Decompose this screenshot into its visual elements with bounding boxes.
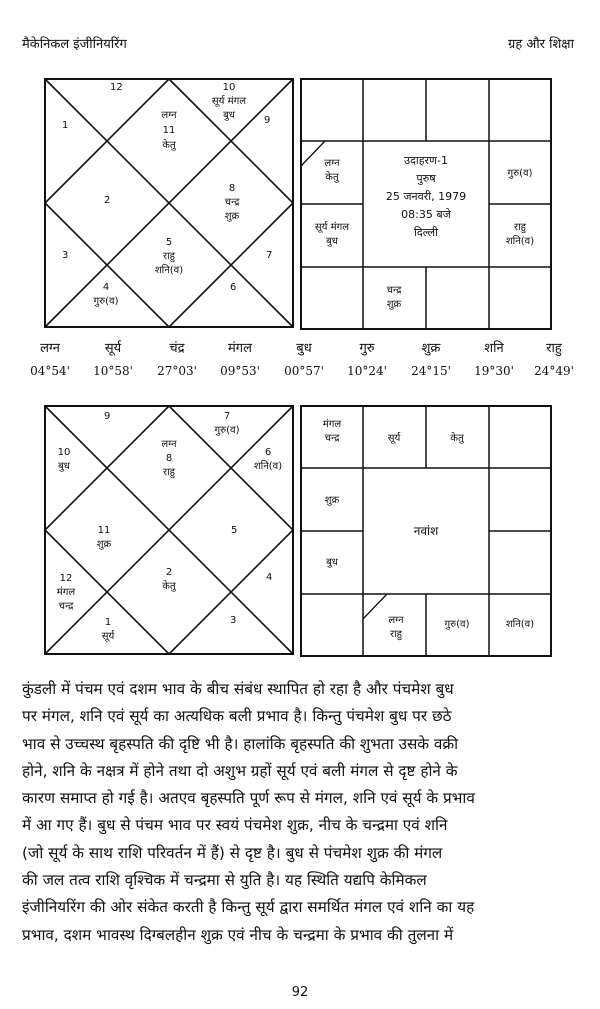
south-indian-birth-chart: [300, 78, 552, 330]
planet-label: शुक्र: [96, 539, 112, 550]
house-label: लग्न: [161, 110, 177, 121]
planet-col: [335, 338, 399, 378]
planet-degree: 24°15': [411, 364, 451, 378]
planet-name: शनि: [484, 341, 504, 356]
house-number: 9: [264, 115, 271, 126]
birth-place: दिल्ली: [414, 226, 438, 239]
lagna-cell: [388, 615, 404, 641]
planet-degree: 27°03': [157, 364, 197, 378]
planet-name: सूर्य: [104, 341, 122, 356]
planet-name: बुध: [296, 341, 312, 356]
chart-center-info: [386, 154, 466, 239]
house-5: [155, 237, 183, 276]
planet-label: सूर्य: [387, 433, 401, 444]
house-number: 12: [110, 82, 123, 93]
planet-name: चंद्र: [169, 341, 185, 356]
lagna-cell: [324, 158, 340, 183]
house-number: 7: [266, 250, 273, 261]
planet-label: शनि(व): [505, 619, 535, 630]
planet-degree: 24°49': [534, 364, 574, 378]
planet-label: शुक्र: [324, 495, 340, 506]
house-number: 2: [165, 567, 173, 578]
planet-label: गुरु(व): [444, 619, 470, 630]
house-10: [212, 82, 246, 121]
planet-label: शुक्र: [224, 211, 240, 222]
planet-degree: 09°53': [220, 364, 260, 378]
planet-label: सूर्य मंगल: [314, 222, 350, 233]
house-number: 11: [97, 525, 111, 536]
text-line: में आ गए हैं। बुध से पंचम भाव पर स्वयं पंचमेश शुक्र, नीच के चन्द्रमा एवं शनि: [22, 816, 448, 835]
planet-label: गुरु(व): [93, 296, 119, 307]
planet-name: मंगल: [228, 341, 252, 356]
body-paragraph: [22, 676, 578, 949]
planet-col: [208, 338, 272, 378]
text-line: पर मंगल, शनि एवं सूर्य का अत्यधिक बली प्रभाव है। किन्तु पंचमेश बुध पर छठे: [22, 707, 452, 726]
planet-label: शनि(व): [505, 236, 535, 247]
text-line: इंजीनियरिंग की ओर संकेत करती है किन्तु सूर्य द्वारा समर्थित मंगल एवं शनि का यह: [22, 898, 475, 917]
planet-label: बुध: [326, 557, 338, 568]
planet-name: गुरु: [359, 341, 375, 356]
birth-date: 25 जनवरी, 1979: [385, 190, 467, 203]
planet-label: राहु: [514, 222, 526, 233]
planet-name: लग्न: [40, 341, 60, 356]
planet-degree: 10°24': [347, 364, 387, 378]
house-label: लग्न: [161, 439, 177, 450]
planet-degree: 04°54': [30, 364, 70, 378]
house-number: 10: [222, 82, 236, 93]
planet-label: गुरु(व): [507, 168, 533, 179]
planet-label: चन्द्र: [58, 601, 74, 612]
planet-label: राहु: [163, 467, 175, 478]
house-number: 3: [62, 250, 69, 261]
house-number: 5: [165, 237, 173, 248]
house-number: 4: [266, 572, 273, 583]
planet-col: [81, 338, 145, 378]
planet-label: चन्द्र: [386, 285, 402, 296]
planet-label: मंगल: [56, 587, 76, 598]
planet-name: राहु: [546, 341, 562, 356]
house-number: 1: [104, 617, 112, 628]
planet-col: [272, 338, 336, 378]
house-number: 9: [104, 411, 111, 422]
birth-time: 08:35 बजे: [401, 208, 451, 221]
planet-label: बुध: [326, 236, 338, 247]
planet-label: राहु: [390, 629, 402, 640]
planet-label: बुध: [223, 110, 235, 121]
house-number: 1: [62, 120, 69, 131]
house-number: 11: [162, 125, 176, 136]
house-number: 7: [223, 411, 231, 422]
example-title: उदाहरण-1: [404, 154, 448, 167]
south-indian-navamsa-chart: [300, 405, 552, 657]
planet-label: सूर्य: [101, 631, 115, 642]
house-number: 6: [230, 282, 237, 293]
planet-col: [462, 338, 526, 378]
planet-name: शुक्र: [421, 341, 441, 356]
navamsa-title: नवांश: [413, 524, 439, 538]
house-number: 6: [264, 447, 272, 458]
planet-degree-table: [14, 338, 586, 388]
planet-label: केतु: [325, 172, 339, 183]
house-number: 10: [57, 447, 71, 458]
planet-label: गुरु(व): [214, 425, 240, 436]
north-indian-birth-chart: [44, 78, 294, 328]
planet-label: केतु: [162, 581, 176, 592]
running-header-right: ग्रह और शिक्षा: [507, 37, 574, 52]
planet-label: सूर्य मंगल: [211, 96, 247, 107]
house-1: [161, 110, 177, 151]
planet-label: शनि(व): [154, 265, 184, 276]
text-line: कुंडली में पंचम एवं दशम भाव के बीच संबंध स्थापित हो रहा है और पंचमेश बुध: [22, 680, 454, 698]
planet-label: केतु: [162, 140, 176, 151]
house-number: 8: [165, 453, 173, 464]
planet-col: [522, 338, 586, 378]
planet-label: बुध: [58, 461, 70, 472]
text-line: प्रभाव, दशम भावस्थ दिग्बलहीन शुक्र एवं नीच के चन्द्रमा के प्रभाव की तुलना में: [22, 925, 454, 944]
house-number: 2: [104, 195, 111, 206]
planet-col: [18, 338, 82, 378]
planet-label: राहु: [163, 251, 175, 262]
text-line: भाव से उच्चस्थ बृहस्पति की दृष्टि भी है। हालांकि बृहस्पति की शुभता उसके वक्री: [22, 734, 459, 753]
house-number: 3: [230, 615, 237, 626]
planet-label: शुक्र: [386, 299, 402, 310]
planet-label: चन्द्र: [224, 197, 240, 208]
planet-degree: 00°57': [284, 364, 324, 378]
cell-label: लग्न: [324, 158, 340, 169]
house-number: 12: [59, 573, 73, 584]
house-number: 4: [102, 282, 110, 293]
page-number: 92: [291, 985, 309, 1000]
house-number: 5: [231, 525, 238, 536]
planet-label: केतु: [450, 433, 464, 444]
cell-label: लग्न: [388, 615, 404, 626]
text-line: (जो सूर्य के साथ राशि परिवर्तन में हैं) से दृष्ट है। बुध से पंचमेश शुक्र की मंगल: [22, 843, 443, 862]
planet-degree: 19°30': [474, 364, 514, 378]
planet-label: शनि(व): [253, 461, 283, 472]
north-indian-navamsa-chart: [44, 405, 294, 655]
text-line: होने, शनि के नक्षत्र में होने तथा दो अशुभ ग्रहों सूर्य एवं बली मंगल से दृष्ट होने के: [22, 761, 458, 780]
planet-label: मंगल: [322, 419, 342, 430]
text-line: कारण समाप्त हो गई है। अतएव बृहस्पति पूर्ण रूप से मंगल, शनि एवं सूर्य के प्रभाव: [22, 789, 475, 808]
gender: पुरुष: [416, 172, 436, 185]
text-line: की जल तत्व राशि वृश्चिक में चन्द्रमा से युति है। यह स्थिति यद्यपि केमिकल: [22, 871, 427, 890]
planet-label: चन्द्र: [324, 433, 340, 444]
running-header-left: मैकेनिकल इंजीनियरिंग: [22, 37, 127, 52]
planet-degree: 10°58': [93, 364, 133, 378]
planet-col: [145, 338, 209, 378]
house-4: [94, 282, 119, 307]
house-8: [225, 183, 240, 222]
house-number: 8: [228, 183, 236, 194]
planet-col: [399, 338, 463, 378]
